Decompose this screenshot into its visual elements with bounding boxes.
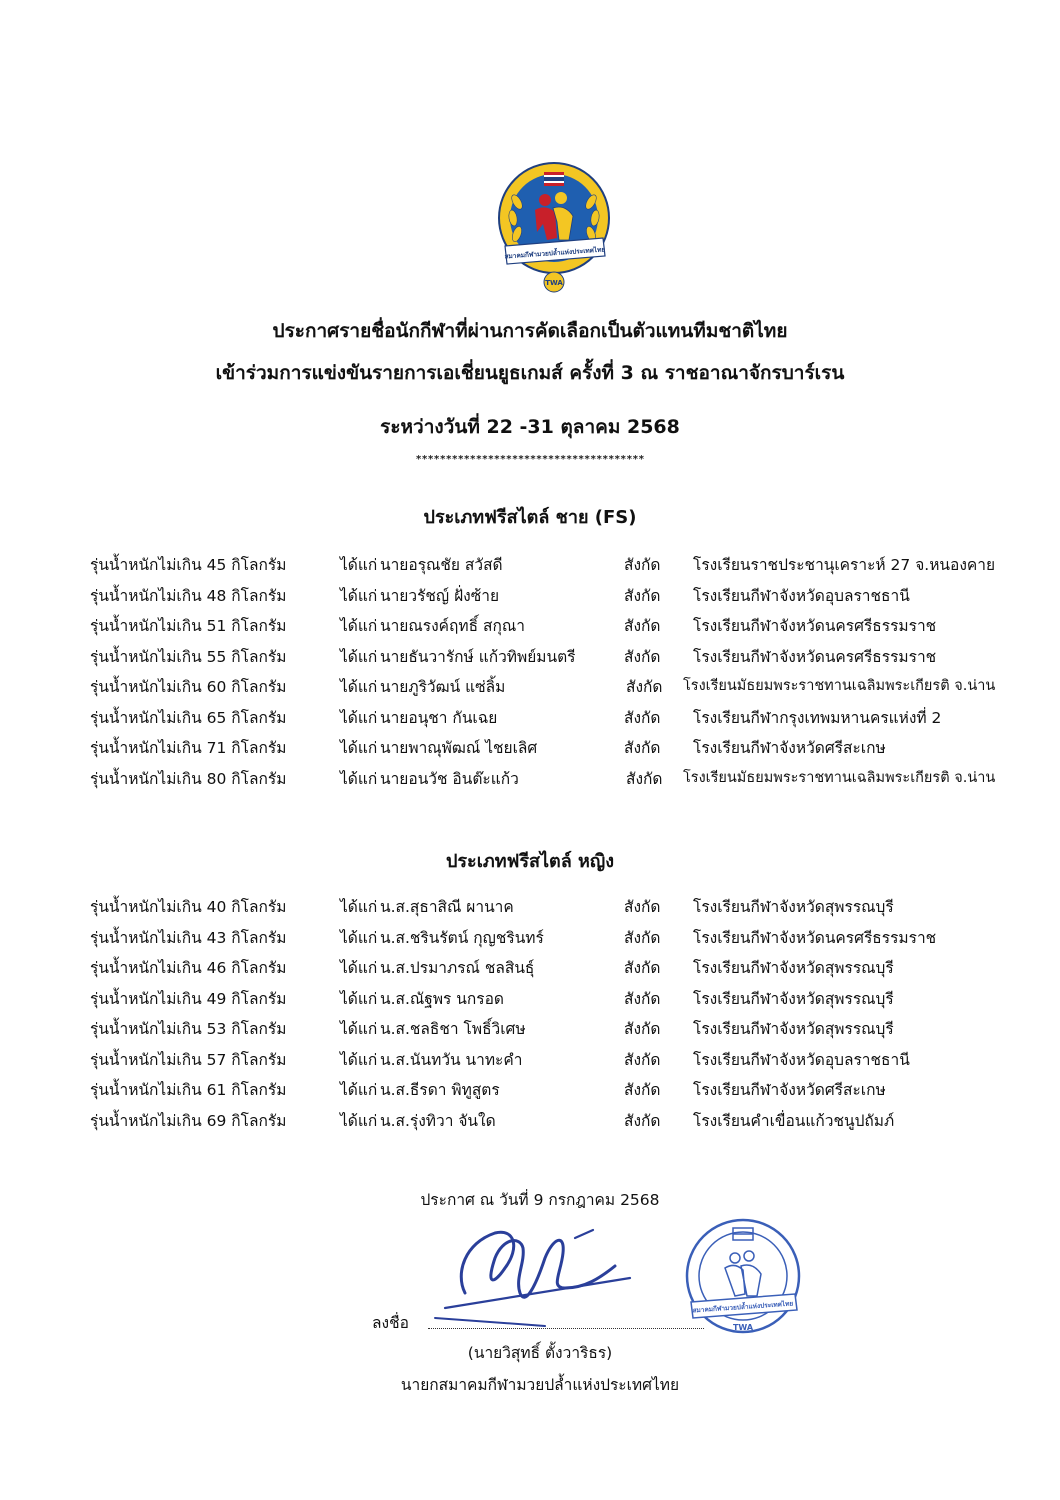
awarded-label: ได้แก่ <box>340 959 378 977</box>
awarded-label: ได้แก่ <box>340 1020 378 1038</box>
signature-line <box>428 1328 704 1329</box>
affiliation-label: สังกัด <box>624 898 661 916</box>
affiliation-label: สังกัด <box>624 739 661 757</box>
school-name: โรงเรียนกีฬาจังหวัดสุพรรณบุรี <box>693 959 894 977</box>
school-name: โรงเรียนมัธยมพระราชทานเฉลิมพระเกียรติ จ.น่าน <box>683 769 996 786</box>
athlete-name: นายธันวารักษ์ แก้วทิพย์มนตรี <box>380 647 576 666</box>
list-item <box>0 642 1060 673</box>
athlete-name: นายภูริวัฒน์ แซ่ลิ้ม <box>380 678 506 696</box>
weight-class: รุ่นน้ำหนักไม่เกิน 53 กิโลกรัม <box>90 1020 287 1038</box>
affiliation-label: สังกัด <box>624 617 661 635</box>
weight-class: รุ่นน้ำหนักไม่เกิน 60 กิโลกรัม <box>90 678 287 696</box>
school-name: โรงเรียนคำเขื่อนแก้วชนูปถัมภ์ <box>693 1111 895 1130</box>
athlete-name: น.ส.สุธาสิณี ผานาค <box>380 898 514 916</box>
school-name: โรงเรียนกีฬาจังหวัดศรีสะเกษ <box>693 1081 886 1099</box>
affiliation-label: สังกัด <box>624 708 661 727</box>
athlete-name: นายอนวัช อินต๊ะแก้ว <box>380 769 519 788</box>
list-item <box>0 892 1060 923</box>
athlete-name: น.ส.รุ่งทิวา จันใด <box>380 1111 496 1130</box>
affiliation-label: สังกัด <box>624 1081 661 1099</box>
sign-label: ลงชื่อ <box>372 1314 409 1332</box>
affiliation-label: สังกัด <box>624 959 661 977</box>
weight-class: รุ่นน้ำหนักไม่เกิน 46 กิโลกรัม <box>90 959 287 977</box>
weight-class: รุ่นน้ำหนักไม่เกิน 65 กิโลกรัม <box>90 708 287 727</box>
weight-class: รุ่นน้ำหนักไม่เกิน 45 กิโลกรัม <box>90 556 287 574</box>
list-item <box>0 953 1060 984</box>
awarded-label: ได้แก่ <box>340 898 378 916</box>
school-name: โรงเรียนกีฬาจังหวัดอุบลราชธานี <box>693 1050 910 1069</box>
affiliation-label: สังกัด <box>624 647 661 666</box>
athlete-name: น.ส.ณัฐพร นกรอด <box>380 989 504 1008</box>
affiliation-label: สังกัด <box>624 1111 661 1130</box>
athlete-name: นายอรุณชัย สวัสดี <box>380 556 503 574</box>
awarded-label: ได้แก่ <box>340 1111 378 1130</box>
stamp-abbr-text: TWA <box>732 1323 754 1332</box>
school-name: โรงเรียนราชประชานุเคราะห์ 27 จ.หนองคาย <box>693 556 996 574</box>
weight-class: รุ่นน้ำหนักไม่เกิน 61 กิโลกรัม <box>90 1081 287 1099</box>
weight-class: รุ่นน้ำหนักไม่เกิน 49 กิโลกรัม <box>90 989 287 1008</box>
affiliation-label: สังกัด <box>626 769 663 788</box>
athlete-name: น.ส.ชลธิชา โพธิ์วิเศษ <box>380 1020 526 1038</box>
school-name: โรงเรียนกีฬากรุงเทพมหานครแห่งที่ 2 <box>693 708 942 727</box>
athlete-name: น.ส.ปรมาภรณ์ ชลสินธุ์ <box>380 959 535 977</box>
list-item <box>0 581 1060 612</box>
official-stamp-icon <box>683 1214 803 1344</box>
list-item <box>0 703 1060 734</box>
female-athlete-list <box>0 892 1060 1136</box>
awarded-label: ได้แก่ <box>340 928 378 947</box>
weight-class: รุ่นน้ำหนักไม่เกิน 51 กิโลกรัม <box>90 617 287 635</box>
school-name: โรงเรียนกีฬาจังหวัดศรีสะเกษ <box>693 739 886 757</box>
affiliation-label: สังกัด <box>624 586 661 605</box>
affiliation-label: สังกัด <box>626 678 663 696</box>
list-item <box>0 1106 1060 1137</box>
awarded-label: ได้แก่ <box>340 989 378 1008</box>
weight-class: รุ่นน้ำหนักไม่เกิน 43 กิโลกรัม <box>90 928 287 947</box>
affiliation-label: สังกัด <box>624 1020 661 1038</box>
list-item <box>0 672 1060 703</box>
weight-class: รุ่นน้ำหนักไม่เกิน 69 กิโลกรัม <box>90 1111 287 1130</box>
title-line-2: เข้าร่วมการแข่งขันรายการเอเชี่ยนยูธเกมส์ ครั้งที่ 3 ณ ราชอาณาจักรบาร์เรน <box>215 362 845 384</box>
affiliation-label: สังกัด <box>624 989 661 1008</box>
school-name: โรงเรียนกีฬาจังหวัดนครศรีธรรมราช <box>693 617 937 635</box>
logo-abbr-text: TWA <box>545 279 563 287</box>
date-line: ระหว่างวันที่ 22 -31 ตุลาคม 2568 <box>380 416 680 438</box>
athlete-name: น.ส.ชรินรัตน์ กุญชรินทร์ <box>380 928 544 947</box>
athlete-name: นายณรงค์ฤทธิ์ สกุณา <box>380 617 525 635</box>
section-title-female: ประเภทฟรีสไตล์ หญิง <box>445 851 615 872</box>
awarded-label: ได้แก่ <box>340 647 378 666</box>
affiliation-label: สังกัด <box>624 928 661 947</box>
weight-class: รุ่นน้ำหนักไม่เกิน 71 กิโลกรัม <box>90 739 287 757</box>
association-logo-icon <box>497 160 611 308</box>
athlete-name: น.ส.นันทวัน นาทะคำ <box>380 1050 523 1069</box>
list-item <box>0 611 1060 642</box>
list-item <box>0 923 1060 954</box>
logo-banner-text: สมาคมกีฬามวยปล้ำแห่งประเทศไทย <box>504 245 606 261</box>
athlete-name: นายอนุชา กันเฉย <box>380 708 498 727</box>
awarded-label: ได้แก่ <box>340 617 378 635</box>
school-name: โรงเรียนกีฬาจังหวัดสุพรรณบุรี <box>693 989 894 1008</box>
list-item <box>0 550 1060 581</box>
weight-class: รุ่นน้ำหนักไม่เกิน 57 กิโลกรัม <box>90 1050 287 1069</box>
awarded-label: ได้แก่ <box>340 556 378 574</box>
weight-class: รุ่นน้ำหนักไม่เกิน 80 กิโลกรัม <box>90 769 287 788</box>
school-name: โรงเรียนกีฬาจังหวัดอุบลราชธานี <box>693 586 910 605</box>
weight-class: รุ่นน้ำหนักไม่เกิน 48 กิโลกรัม <box>90 586 287 605</box>
separator-line: ************************************** <box>415 454 645 465</box>
list-item <box>0 1075 1060 1106</box>
athlete-name: น.ส.ธีรดา พิทูสูตร <box>380 1081 500 1099</box>
title-line-1: ประกาศรายชื่อนักกีฬาที่ผ่านการคัดเลือกเป็นตัวแทนทีมชาติไทย <box>272 320 788 342</box>
awarded-label: ได้แก่ <box>340 769 378 788</box>
announcement-date: ประกาศ ณ วันที่ 9 กรกฎาคม 2568 <box>420 1191 660 1209</box>
signer-position: นายกสมาคมกีฬามวยปล้ำแห่งประเทศไทย <box>400 1376 680 1394</box>
school-name: โรงเรียนกีฬาจังหวัดนครศรีธรรมราช <box>693 928 937 947</box>
list-item <box>0 984 1060 1015</box>
awarded-label: ได้แก่ <box>340 1081 378 1099</box>
awarded-label: ได้แก่ <box>340 708 378 727</box>
list-item <box>0 733 1060 764</box>
list-item <box>0 1045 1060 1076</box>
signer-name: (นายวิสุทธิ์ ตั้งวาริธร) <box>467 1344 613 1362</box>
section-title-male: ประเภทฟรีสไตล์ ชาย (FS) <box>423 507 637 528</box>
list-item <box>0 764 1060 795</box>
school-name: โรงเรียนกีฬาจังหวัดสุพรรณบุรี <box>693 898 894 916</box>
affiliation-label: สังกัด <box>624 556 661 574</box>
awarded-label: ได้แก่ <box>340 739 378 757</box>
affiliation-label: สังกัด <box>624 1050 661 1069</box>
signature-icon <box>425 1218 645 1328</box>
awarded-label: ได้แก่ <box>340 678 378 696</box>
stamp-banner-text: สมาคมกีฬามวยปล้ำแห่งประเทศไทย <box>692 1299 794 1315</box>
male-athlete-list <box>0 550 1060 794</box>
awarded-label: ได้แก่ <box>340 1050 378 1069</box>
athlete-name: นายวรัชญ์ ฝั่งซ้าย <box>380 586 500 605</box>
awarded-label: ได้แก่ <box>340 586 378 605</box>
athlete-name: นายพาณุพัฒณ์ ไชยเลิศ <box>380 739 538 757</box>
weight-class: รุ่นน้ำหนักไม่เกิน 40 กิโลกรัม <box>90 898 287 916</box>
school-name: โรงเรียนกีฬาจังหวัดนครศรีธรรมราช <box>693 647 937 666</box>
list-item <box>0 1014 1060 1045</box>
weight-class: รุ่นน้ำหนักไม่เกิน 55 กิโลกรัม <box>90 647 287 666</box>
school-name: โรงเรียนมัธยมพระราชทานเฉลิมพระเกียรติ จ.น่าน <box>683 678 996 694</box>
school-name: โรงเรียนกีฬาจังหวัดสุพรรณบุรี <box>693 1020 894 1038</box>
